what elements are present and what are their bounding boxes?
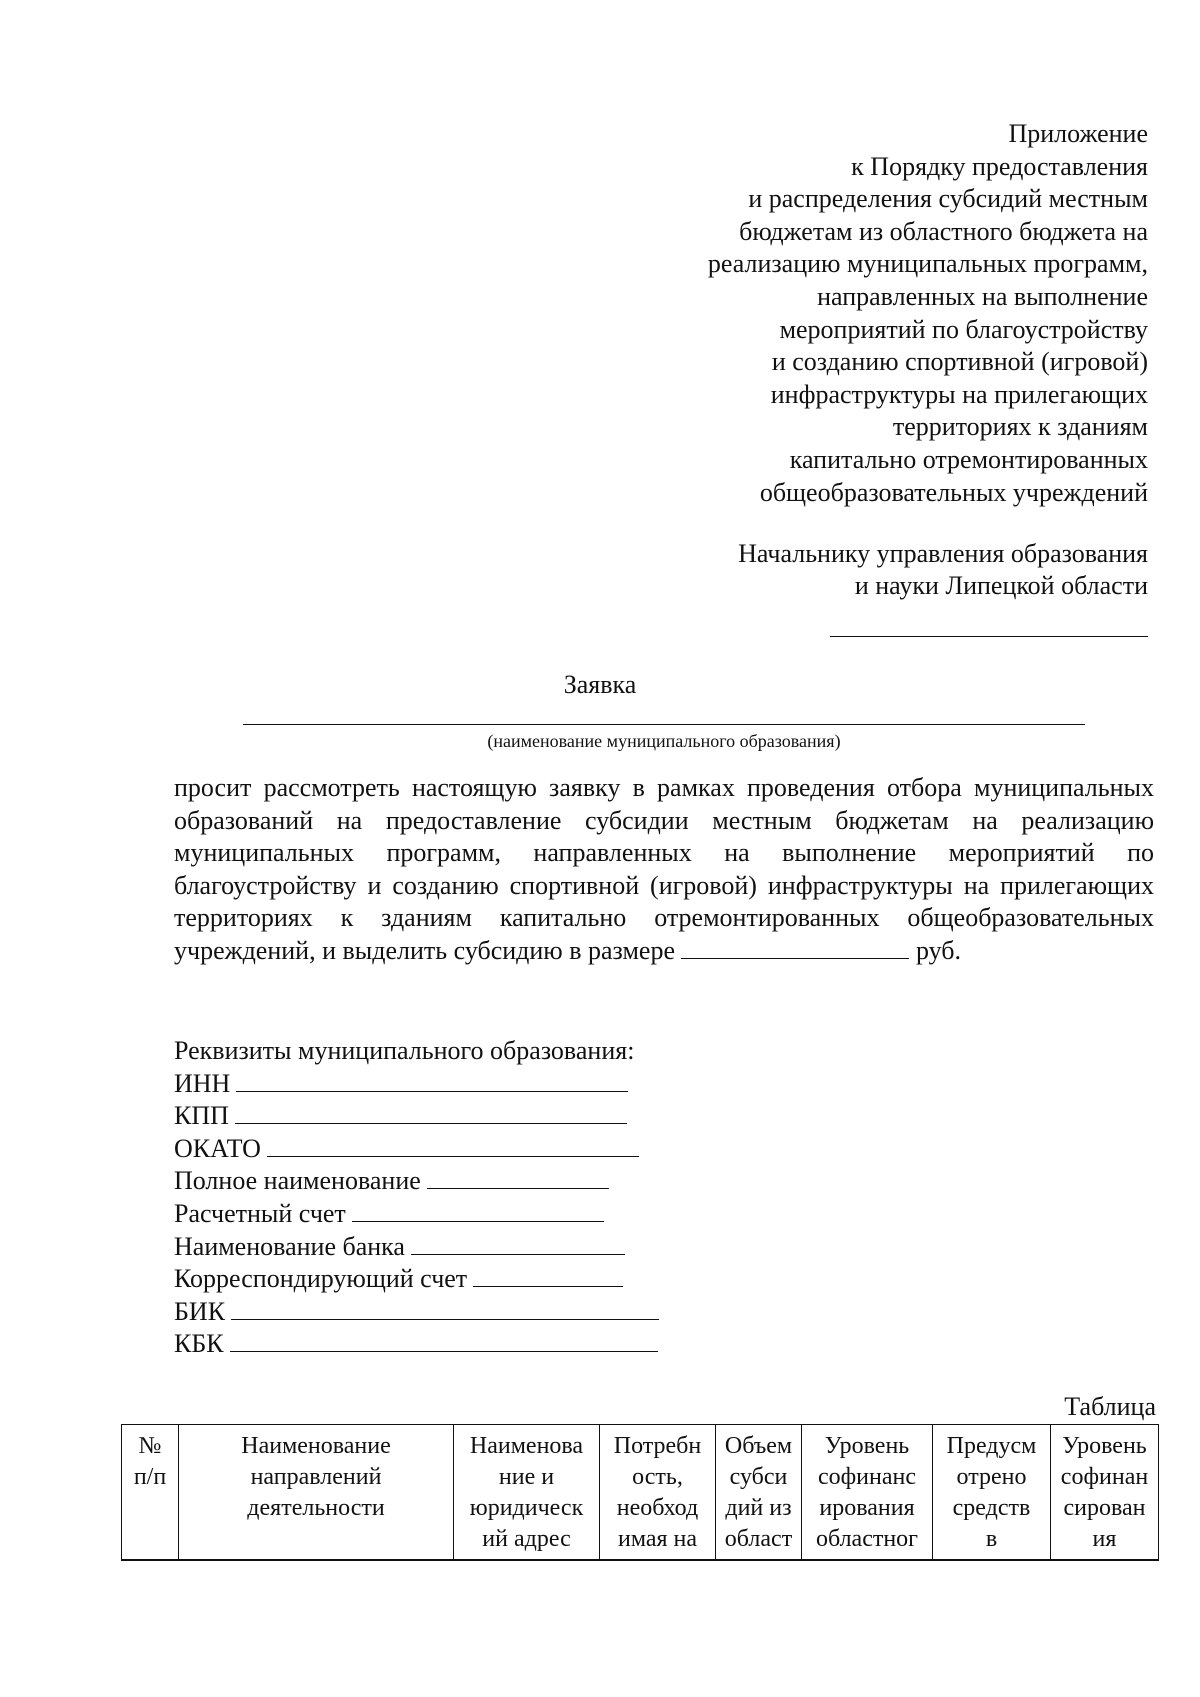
appendix-line: бюджетам из областного бюджета на [739, 216, 1148, 246]
requisite-row-kpp [174, 1100, 659, 1133]
request-table [121, 1424, 1159, 1561]
kbk-blank[interactable] [230, 1329, 658, 1352]
requisites-block [174, 1035, 659, 1361]
header-line: ирования [819, 1495, 915, 1521]
requisite-row-bank [174, 1231, 659, 1264]
appendix-line: общеобразовательных учреждений [759, 477, 1148, 507]
addressee-line: Начальнику управления образования [738, 539, 1148, 568]
header-line: Объем [724, 1433, 793, 1459]
account-blank[interactable] [352, 1199, 604, 1222]
requisite-label: БИК [174, 1296, 226, 1326]
subsidy-amount-blank[interactable] [681, 936, 909, 959]
header-line: дий из [725, 1495, 792, 1521]
header-line: направлений [250, 1464, 382, 1490]
document-title: Заявка [563, 670, 637, 699]
header-line: ость, [632, 1464, 683, 1490]
requisite-label: Расчетный счет [174, 1198, 346, 1228]
header-line: деятельности [247, 1495, 385, 1521]
header-line: сирован [1063, 1495, 1146, 1521]
table-caption: Таблица [1064, 1392, 1156, 1421]
header-line: Уровень [1062, 1433, 1147, 1459]
header-line: Уровень [824, 1433, 910, 1459]
inn-blank[interactable] [236, 1069, 628, 1092]
requisite-row-account [174, 1198, 659, 1231]
header-line: имая на [617, 1526, 698, 1552]
addressee-line: и науки Липецкой области [854, 571, 1148, 600]
requisite-row-kbk [174, 1328, 659, 1361]
currency-unit: руб. [915, 935, 962, 965]
table-header-row [122, 1425, 1159, 1561]
corr-account-blank[interactable] [473, 1264, 623, 1287]
requisite-label: КПП [174, 1101, 229, 1131]
requisites-heading: Реквизиты муниципального образования: [174, 1036, 635, 1065]
appendix-line: к Порядку предоставления [851, 151, 1148, 181]
header-line: Наименова [469, 1433, 584, 1459]
requisite-row-corr-account [174, 1263, 659, 1296]
appendix-line: инфраструктуры на прилегающих [770, 379, 1148, 409]
header-line: п/п [133, 1464, 167, 1490]
header-cell-activity [179, 1425, 454, 1561]
kpp-blank[interactable] [235, 1101, 627, 1124]
appendix-line: направленных на выполнение [817, 281, 1148, 311]
header-cell-provided-funds [933, 1425, 1051, 1561]
header-line: Предусм [946, 1433, 1037, 1459]
header-line: отрено [956, 1464, 1027, 1490]
header-line: областног [815, 1526, 919, 1552]
appendix-header [588, 118, 1148, 509]
requisite-label: ИНН [174, 1068, 231, 1098]
header-line: ние и [498, 1464, 555, 1490]
appendix-line: и созданию спортивной (игровой) [771, 347, 1148, 377]
header-line: софинан [1060, 1464, 1149, 1490]
bik-blank[interactable] [231, 1297, 659, 1320]
header-line: ия [1092, 1526, 1117, 1552]
okato-blank[interactable] [267, 1134, 639, 1157]
appendix-line: реализацию муниципальных программ, [707, 249, 1148, 279]
header-line: юридическ [469, 1495, 584, 1521]
bank-blank[interactable] [411, 1232, 625, 1255]
header-cell-cofinancing-level [1051, 1425, 1159, 1561]
request-text: просит рассмотреть настоящую заявку в рамках проведения отбора муниципальных образований на предоставление субсидии местным бюджетам на реализацию муниципальных программ, направленных на выполнение мероприятий по благоустройству и созданию спортивной (игровой) инфраструктуры на прилегающих территориях к зданиям капитально отремонтированных общеобразовательных учреждений, и выделить субсидию в размере [174, 773, 1154, 965]
header-line: ий адрес [482, 1526, 571, 1552]
requisite-row-okato [174, 1133, 659, 1166]
header-line: в [985, 1526, 998, 1552]
header-line: Потребн [613, 1433, 702, 1459]
header-line: средств [952, 1495, 1031, 1521]
requisite-row-bik [174, 1296, 659, 1329]
header-cell-subsidy-volume [716, 1425, 802, 1561]
header-line: № [138, 1433, 162, 1459]
header-cell-number [122, 1425, 179, 1561]
full-name-blank[interactable] [427, 1166, 609, 1189]
appendix-line: капитально отремонтированных [789, 444, 1148, 474]
header-line: Наименование [241, 1433, 391, 1459]
requisite-label: КБК [174, 1329, 224, 1359]
appendix-line: и распределения субсидий местным [748, 184, 1148, 214]
header-cell-name-address [454, 1425, 600, 1561]
requisite-label: Корреспондирующий счет [174, 1264, 468, 1294]
addressee-blank-line[interactable] [830, 636, 1148, 637]
requisite-label: Наименование банка [174, 1231, 405, 1261]
header-line: област [724, 1526, 793, 1552]
requisite-label: ОКАТО [174, 1133, 261, 1163]
header-line: необход [616, 1495, 699, 1521]
header-line: софинанс [817, 1464, 917, 1490]
header-cell-cofinancing-regional [802, 1425, 933, 1561]
municipality-blank-line[interactable] [243, 724, 1085, 725]
appendix-line: Приложение [1008, 119, 1148, 148]
requisite-row-full-name [174, 1165, 659, 1198]
header-line: субси [729, 1464, 788, 1490]
municipality-caption: (наименование муниципального образования) [487, 731, 841, 751]
header-cell-need [600, 1425, 716, 1561]
request-paragraph [174, 772, 1154, 968]
appendix-line: мероприятий по благоустройству [779, 314, 1148, 344]
appendix-line: территориях к зданиям [892, 412, 1148, 442]
addressee-block [588, 538, 1148, 602]
requisite-label: Полное наименование [174, 1166, 421, 1196]
requisite-row-inn [174, 1068, 659, 1101]
